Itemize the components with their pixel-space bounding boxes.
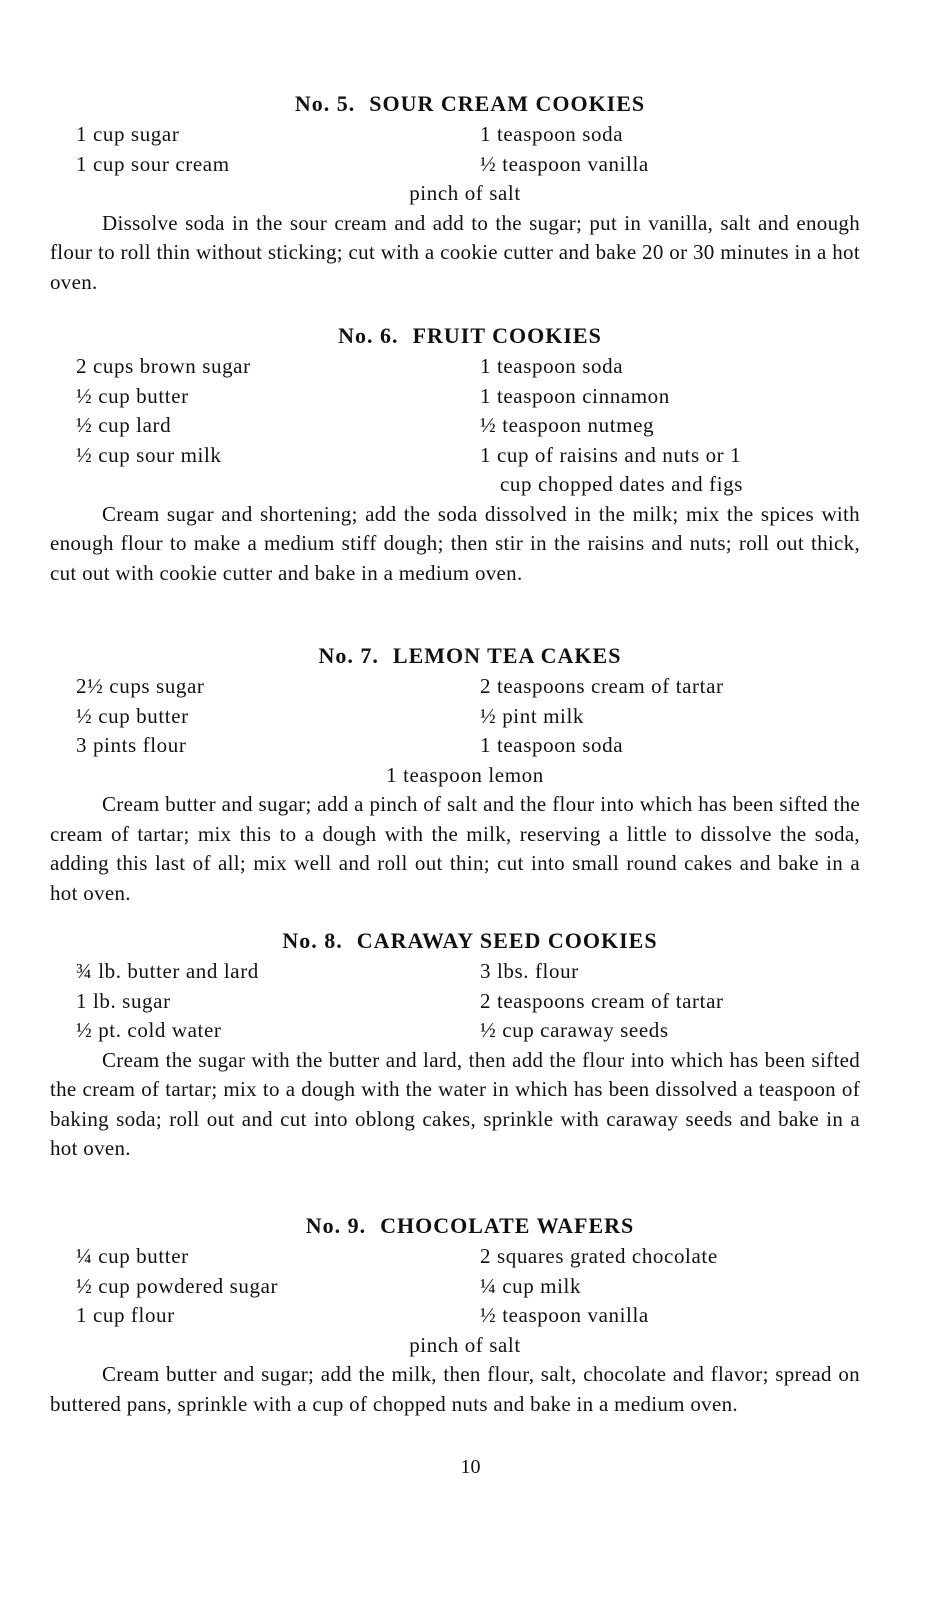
ingredient-row xyxy=(50,957,860,987)
ingredient-continuation: cup chopped dates and figs xyxy=(500,472,744,496)
ingredient: 1 cup of raisins and nuts or 1 xyxy=(480,442,742,467)
ingredient: 1 lb. sugar xyxy=(76,988,171,1013)
ingredient: 1 teaspoon cinnamon xyxy=(480,383,670,408)
recipe-chocolate-wafers xyxy=(50,1210,860,1419)
ingredient-row xyxy=(50,987,860,1017)
ingredient-list xyxy=(50,352,860,500)
ingredient: 3 lbs. flour xyxy=(480,959,579,983)
ingredient: ¾ lb. butter and lard xyxy=(76,959,259,983)
ingredient-list xyxy=(50,957,860,1046)
recipe-title xyxy=(50,320,860,352)
ingredient: 3 pints flour xyxy=(76,733,187,757)
ingredient: 1 teaspoon soda xyxy=(480,354,624,378)
recipe-method: Cream sugar and shortening; add the soda dissolved in the milk; mix the spices with enough flour to make a medium stiff dough; then stir in the raisins and nuts; roll out thick, cut out with cookie cutter and bake in a medium oven. xyxy=(50,501,860,585)
ingredient-row xyxy=(50,120,860,150)
ingredient: ½ teaspoon vanilla xyxy=(480,1303,649,1327)
ingredient-list xyxy=(50,120,860,209)
ingredient: ½ pint milk xyxy=(480,703,585,728)
recipe-name: CHOCOLATE WAFERS xyxy=(380,1213,635,1238)
ingredient: ¼ cup butter xyxy=(76,1244,189,1268)
recipe-number: No. 5. xyxy=(294,91,356,116)
ingredient: 1 teaspoon soda xyxy=(480,122,624,146)
ingredient-centered: 1 teaspoon lemon xyxy=(386,762,544,787)
recipe-method: Cream the sugar with the butter and lard, then add the flour into which has been sifted the cream of tartar; mix to a dough with the water in which has been dissolved a teaspoon of baking soda; roll out and cut into oblong cakes, sprinkle with caraway seeds and bake in a hot oven. xyxy=(50,1047,860,1160)
recipe-lemon-tea-cakes xyxy=(50,640,860,908)
ingredient-row xyxy=(50,672,860,702)
ingredient: 2½ cups sugar xyxy=(76,674,205,698)
ingredient: 2 teaspoons cream of tartar xyxy=(480,988,724,1013)
ingredient-row xyxy=(50,1016,860,1046)
ingredient: ½ cup butter xyxy=(76,703,189,728)
ingredient: 2 squares grated chocolate xyxy=(480,1244,718,1268)
recipe-title xyxy=(50,640,860,672)
ingredient: 2 teaspoons cream of tartar xyxy=(480,674,724,698)
ingredient: 1 cup sugar xyxy=(76,122,180,146)
ingredient-row xyxy=(50,470,860,500)
ingredient: 1 teaspoon soda xyxy=(480,733,624,757)
ingredient: ½ pt. cold water xyxy=(76,1018,222,1042)
ingredient: ½ cup butter xyxy=(76,383,189,408)
ingredient-row xyxy=(50,731,860,761)
recipe-method: Dissolve soda in the sour cream and add to the sugar; put in vanilla, salt and enough flour to roll thin without sticking; cut with a cookie cutter and bake 20 or 30 minutes in a hot oven. xyxy=(50,210,860,294)
recipe-title xyxy=(50,1210,860,1242)
ingredient-row xyxy=(50,382,860,412)
recipe-name: LEMON TEA CAKES xyxy=(392,643,622,668)
ingredient: ¼ cup milk xyxy=(480,1273,582,1298)
ingredient-row xyxy=(50,352,860,382)
recipe-caraway-seed-cookies xyxy=(50,925,860,1164)
ingredient-list xyxy=(50,1242,860,1360)
ingredient-row xyxy=(50,1272,860,1302)
recipe-sour-cream-cookies xyxy=(50,88,860,297)
ingredient: ½ cup powdered sugar xyxy=(76,1273,279,1298)
ingredient-row xyxy=(50,1242,860,1272)
recipe-method: Cream butter and sugar; add a pinch of salt and the flour into which has been sifted the cream of tartar; mix this to a dough with the milk, reserving a little to dissolve the soda, adding this last of all; mix well and roll out thin; cut into small round cakes and bake in a hot oven. xyxy=(50,792,860,905)
recipe-title xyxy=(50,925,860,957)
ingredient: 2 cups brown sugar xyxy=(76,354,251,378)
ingredient-row xyxy=(50,150,860,180)
recipe-title xyxy=(50,88,860,120)
page-number: 10 xyxy=(460,1456,481,1478)
recipe-name: CARAWAY SEED COOKIES xyxy=(356,928,658,953)
ingredient: ½ teaspoon nutmeg xyxy=(480,413,655,437)
ingredient-centered: pinch of salt xyxy=(409,1332,521,1357)
recipe-number: No. 8. xyxy=(282,928,343,953)
ingredient-centered: pinch of salt xyxy=(409,181,521,205)
ingredient-row xyxy=(50,441,860,471)
recipe-number: No. 6. xyxy=(338,323,399,348)
ingredient: ½ cup sour milk xyxy=(76,442,222,467)
ingredient: 1 cup sour cream xyxy=(76,151,230,176)
recipe-number: No. 7. xyxy=(318,643,379,668)
recipe-name: SOUR CREAM COOKIES xyxy=(369,91,646,116)
ingredient-row xyxy=(50,1301,860,1331)
recipe-number: No. 9. xyxy=(305,1213,367,1238)
ingredient: 1 cup flour xyxy=(76,1303,175,1327)
ingredient-list xyxy=(50,672,860,790)
ingredient-row xyxy=(50,411,860,441)
recipe-method: Cream butter and sugar; add the milk, then flour, salt, chocolate and flavor; spread on buttered pans, sprinkle with a cup of chopped nuts and bake in a medium oven. xyxy=(50,1362,860,1416)
ingredient: ½ teaspoon vanilla xyxy=(480,151,649,176)
ingredient: ½ cup lard xyxy=(76,413,172,437)
recipe-name: FRUIT COOKIES xyxy=(412,323,602,348)
ingredient-row xyxy=(50,702,860,732)
ingredient: ½ cup caraway seeds xyxy=(480,1018,669,1042)
recipe-fruit-cookies xyxy=(50,320,860,588)
